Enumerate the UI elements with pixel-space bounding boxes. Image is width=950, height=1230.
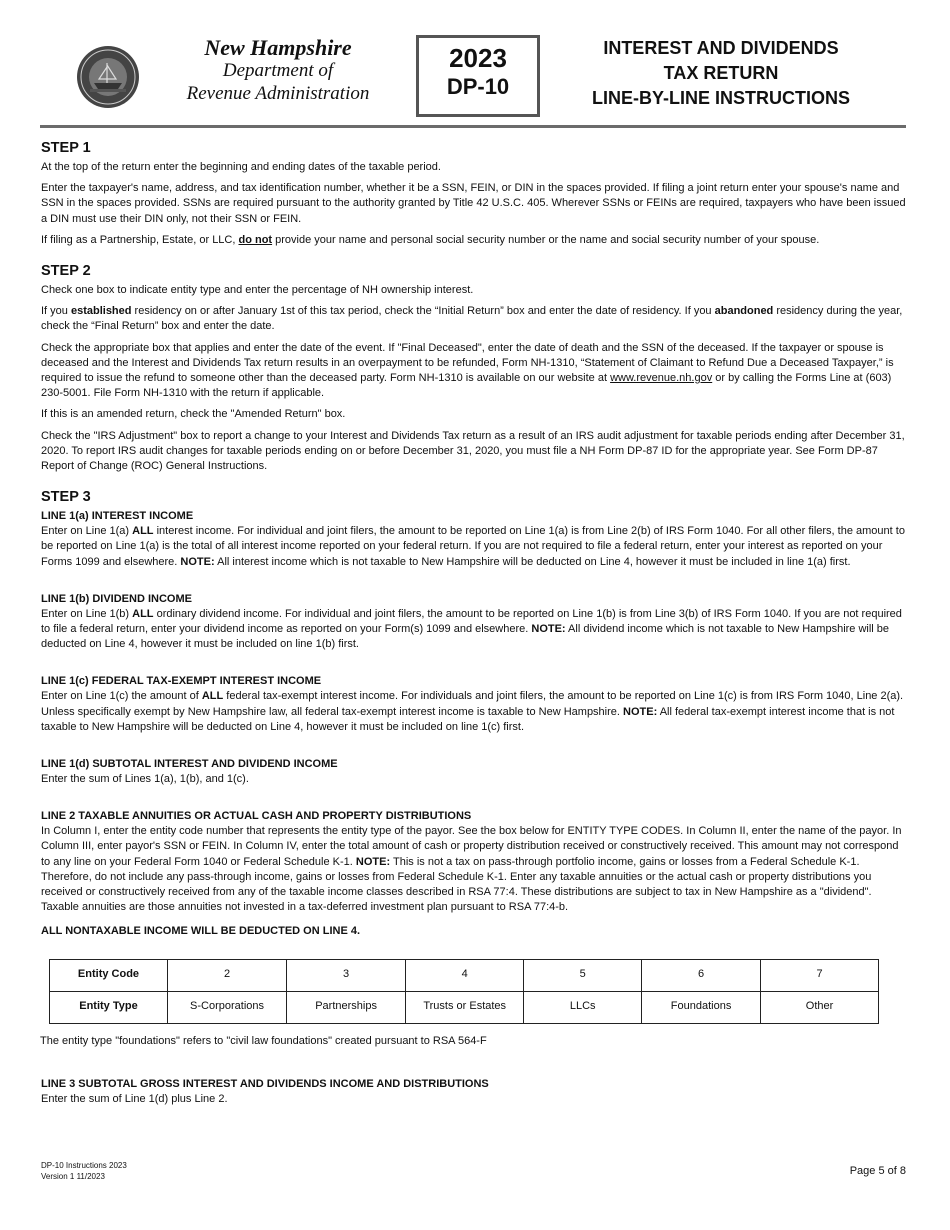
website-link[interactable]: www.revenue.nh.gov — [610, 372, 713, 385]
line-2-text: In Column I, enter the entity code number that represents the entity type of the payor. See the box below for ENTITY TYPE CODES. In Column II, enter the name of the payor. In Column III, enter payor's SSN or FEIN. In Column IV, enter the total amount of cash or property distribution received or constructively received. This amount may not correspond to any line on your Federal Form 1040 or Federal Schedule K-1. NOTE: This is not a tax on pass-through portfolio income, gains or losses from a Federal Schedule K-1. Therefore, do not include any pass-through income, gains or losses from Federal Schedule K-1. Enter any taxable annuities or the actual cash or property distributions you received or constructively received from any of the taxable income classes described in RSA 77:4. These distributions are subject to tax in New Hampshire as a "dividend". Taxable annuities are those annuities not invested in a tax-deferred investment plan pursuant to RSA 77:4-b. — [41, 825, 902, 914]
title-line-1: INTEREST AND DIVIDENDS — [603, 38, 839, 58]
title-line-2: TAX RETURN — [663, 63, 779, 83]
line-1c-heading: LINE 1(c) FEDERAL TAX-EXEMPT INTEREST INCOME — [41, 675, 322, 688]
entity-code-cell: 5 — [524, 959, 642, 991]
line-3-heading: LINE 3 SUBTOTAL GROSS INTEREST AND DIVIDENDS INCOME AND DISTRIBUTIONS — [41, 1077, 489, 1090]
step-1-paragraph: At the top of the return enter the beginning and ending dates of the taxable period. — [41, 161, 441, 173]
line-1a-heading: LINE 1(a) INTEREST INCOME — [41, 510, 194, 523]
step-1-heading: STEP 1 — [41, 140, 91, 156]
agency-name — [168, 36, 388, 105]
entity-code-cell: 6 — [642, 959, 761, 991]
state-name: New Hampshire — [204, 35, 352, 60]
header-divider — [40, 125, 906, 128]
state-seal-icon — [76, 45, 140, 109]
entity-type-cell: Partnerships — [287, 991, 406, 1023]
department-line-2: Revenue Administration — [186, 83, 370, 104]
line-1c-text: Enter on Line 1(c) the amount of ALL federal tax-exempt interest income. For individuals and joint filers, the amount to be reported on Line 1(c) is from IRS Form 1040, Line 2(a). Unless specifically exempt by New Hampshire law, all federal tax-exempt interest income is taxable to New Hampshire. NOTE: All federal tax-exempt interest income that is not taxable to New Hampshire will be deducted on Line 4, however it must be included on line 1(c) first. — [41, 690, 904, 733]
line-2-block — [41, 809, 907, 1048]
step-2-paragraph: Check the "IRS Adjustment" box to report a change to your Interest and Dividends Tax return as a result of an IRS audit adjustment for taxable periods ending after December 31, 2020. To report IRS audit changes for taxable periods ending on or before December 31, 2020, you must file a NH Form DP-87 ID for the appropriate year. See Form DP-87 Report of Change (ROC) General Instructions. — [41, 429, 905, 473]
entity-code-cell: 3 — [287, 959, 406, 991]
page-number: Page 5 of 8 — [849, 1165, 906, 1177]
instructions-body — [41, 139, 907, 1107]
footer-version-date: Version 1 11/2023 — [41, 1172, 105, 1181]
form-id-box — [416, 35, 540, 117]
footer-doc-name: DP-10 Instructions 2023 — [41, 1161, 127, 1170]
step-2-paragraph: If this is an amended return, check the "Amended Return" box. — [41, 408, 346, 421]
department-line-1: Department of — [222, 60, 334, 81]
line-2-heading: LINE 2 TAXABLE ANNUITIES OR ACTUAL CASH AND PROPERTY DISTRIBUTIONS — [41, 810, 472, 823]
do-not-emphasis: do not — [238, 233, 273, 246]
table-note: The entity type "foundations" refers to "civil law foundations" created pursuant to RSA 564-F — [40, 1034, 487, 1047]
entity-code-cell: 4 — [406, 959, 524, 991]
line-1a-text: Enter on Line 1(a) ALL interest income. For individual and joint filers, the amount to be reported on Line 1(a) is from Line 2(b) of IRS Form 1040. For all other filers, the amount to be reported on Line 1(a) is the total of all interest income reported on your federal return. If you are not required to file a federal return, enter your interest as reported on your Forms 1099 and elsewhere. NOTE: All interest income which is not taxable to New Hampshire will be deducted on Line 4, however it must be included in line 1(a) first. — [41, 525, 905, 568]
entity-type-label: Entity Type — [50, 991, 168, 1023]
entity-code-row — [50, 959, 879, 991]
entity-code-label: Entity Code — [50, 959, 168, 991]
step-1-paragraph: Enter the taxpayer's name, address, and tax identification number, whether it be a SSN, FEIN, or DIN in the spaces provided. If filing a joint return enter your spouse's name and SSN in the spaces provided. SSNs are required pursuant to the authority granted by Title 42 U.S.C. 405. Wherever SSNs or FEINs are required, taxpayers who have been issued a DIN must use their DIN only, not their SSN or FEIN. — [41, 182, 906, 225]
footer-version — [41, 1160, 127, 1182]
entity-code-cell: 2 — [167, 959, 286, 991]
step-1-paragraph: If filing as a Partnership, Estate, or LLC, do not provide your name and personal social security number or the name and social security number of your spouse. — [41, 233, 820, 246]
entity-type-cell: S-Corporations — [167, 991, 286, 1023]
form-year: 2023 — [449, 43, 507, 73]
entity-code-cell: 7 — [761, 959, 879, 991]
line-3-block — [41, 1077, 907, 1107]
entity-type-cell: LLCs — [524, 991, 642, 1023]
form-number: DP-10 — [446, 74, 510, 99]
entity-type-row — [50, 991, 879, 1023]
line-1c-block — [41, 674, 907, 735]
line-1d-text: Enter the sum of Lines 1(a), 1(b), and 1(c). — [41, 773, 249, 786]
entity-type-cell: Trusts or Estates — [406, 991, 524, 1023]
step-1-section — [41, 139, 907, 248]
step-2-heading: STEP 2 — [41, 263, 91, 280]
step-3-section — [41, 488, 907, 1107]
step-2-paragraph: Check the appropriate box that applies and enter the date of the event. If "Final Deceased", enter the date of death and the SSN of the deceased. If the taxpayer or spouse is deceased and the Interest and Dividends Tax return results in an overpayment to be refunded, Form NH-1310, “Statement of Claimant to Refund Due a Deceased Taxpayer,” is required to issue the refund to someone other than the deceased party. Form NH-1310 is available on our website at www.revenue.nh.gov or by calling the Forms Line at (603) 230-5001. File Form NH-1310 with the return if applicable. — [41, 341, 894, 400]
nontaxable-notice: ALL NONTAXABLE INCOME WILL BE DEDUCTED ON LINE 4. — [41, 924, 361, 937]
line-1b-text: Enter on Line 1(b) ALL ordinary dividend income. For individual and joint filers, the amount to be reported on Line 1(b) is from Line 3(b) of IRS Form 1040. If you are not required to file a federal return, enter your dividend income as reported on your Form(s) 1099 and elsewhere. NOTE: All dividend income which is not taxable to New Hampshire will be deducted on Line 4, however it must be included on line 1(b) first. — [41, 607, 902, 651]
line-3-text: Enter the sum of Line 1(d) plus Line 2. — [41, 1092, 228, 1105]
entity-type-cell: Other — [761, 991, 879, 1023]
line-1b-heading: LINE 1(b) DIVIDEND INCOME — [41, 592, 192, 605]
line-1d-block — [41, 757, 907, 787]
step-2-paragraph: If you established residency on or after January 1st of this tax period, check the “Initial Return” box and enter the date of residency. If you abandoned residency during the year, check the “Final Return” box and enter the date. — [41, 305, 903, 333]
step-2-paragraph: Check one box to indicate entity type and enter the percentage of NH ownership interest. — [41, 284, 474, 297]
title-line-3: LINE-BY-LINE INSTRUCTIONS — [591, 88, 850, 108]
entity-type-table — [49, 959, 879, 1024]
line-1a-block — [41, 509, 907, 570]
document-title — [560, 36, 882, 111]
line-1b-block — [41, 592, 907, 653]
entity-type-cell: Foundations — [642, 991, 761, 1023]
step-2-section — [41, 262, 907, 474]
step-3-heading: STEP 3 — [41, 489, 91, 506]
line-1d-heading: LINE 1(d) SUBTOTAL INTEREST AND DIVIDEND INCOME — [41, 758, 338, 771]
